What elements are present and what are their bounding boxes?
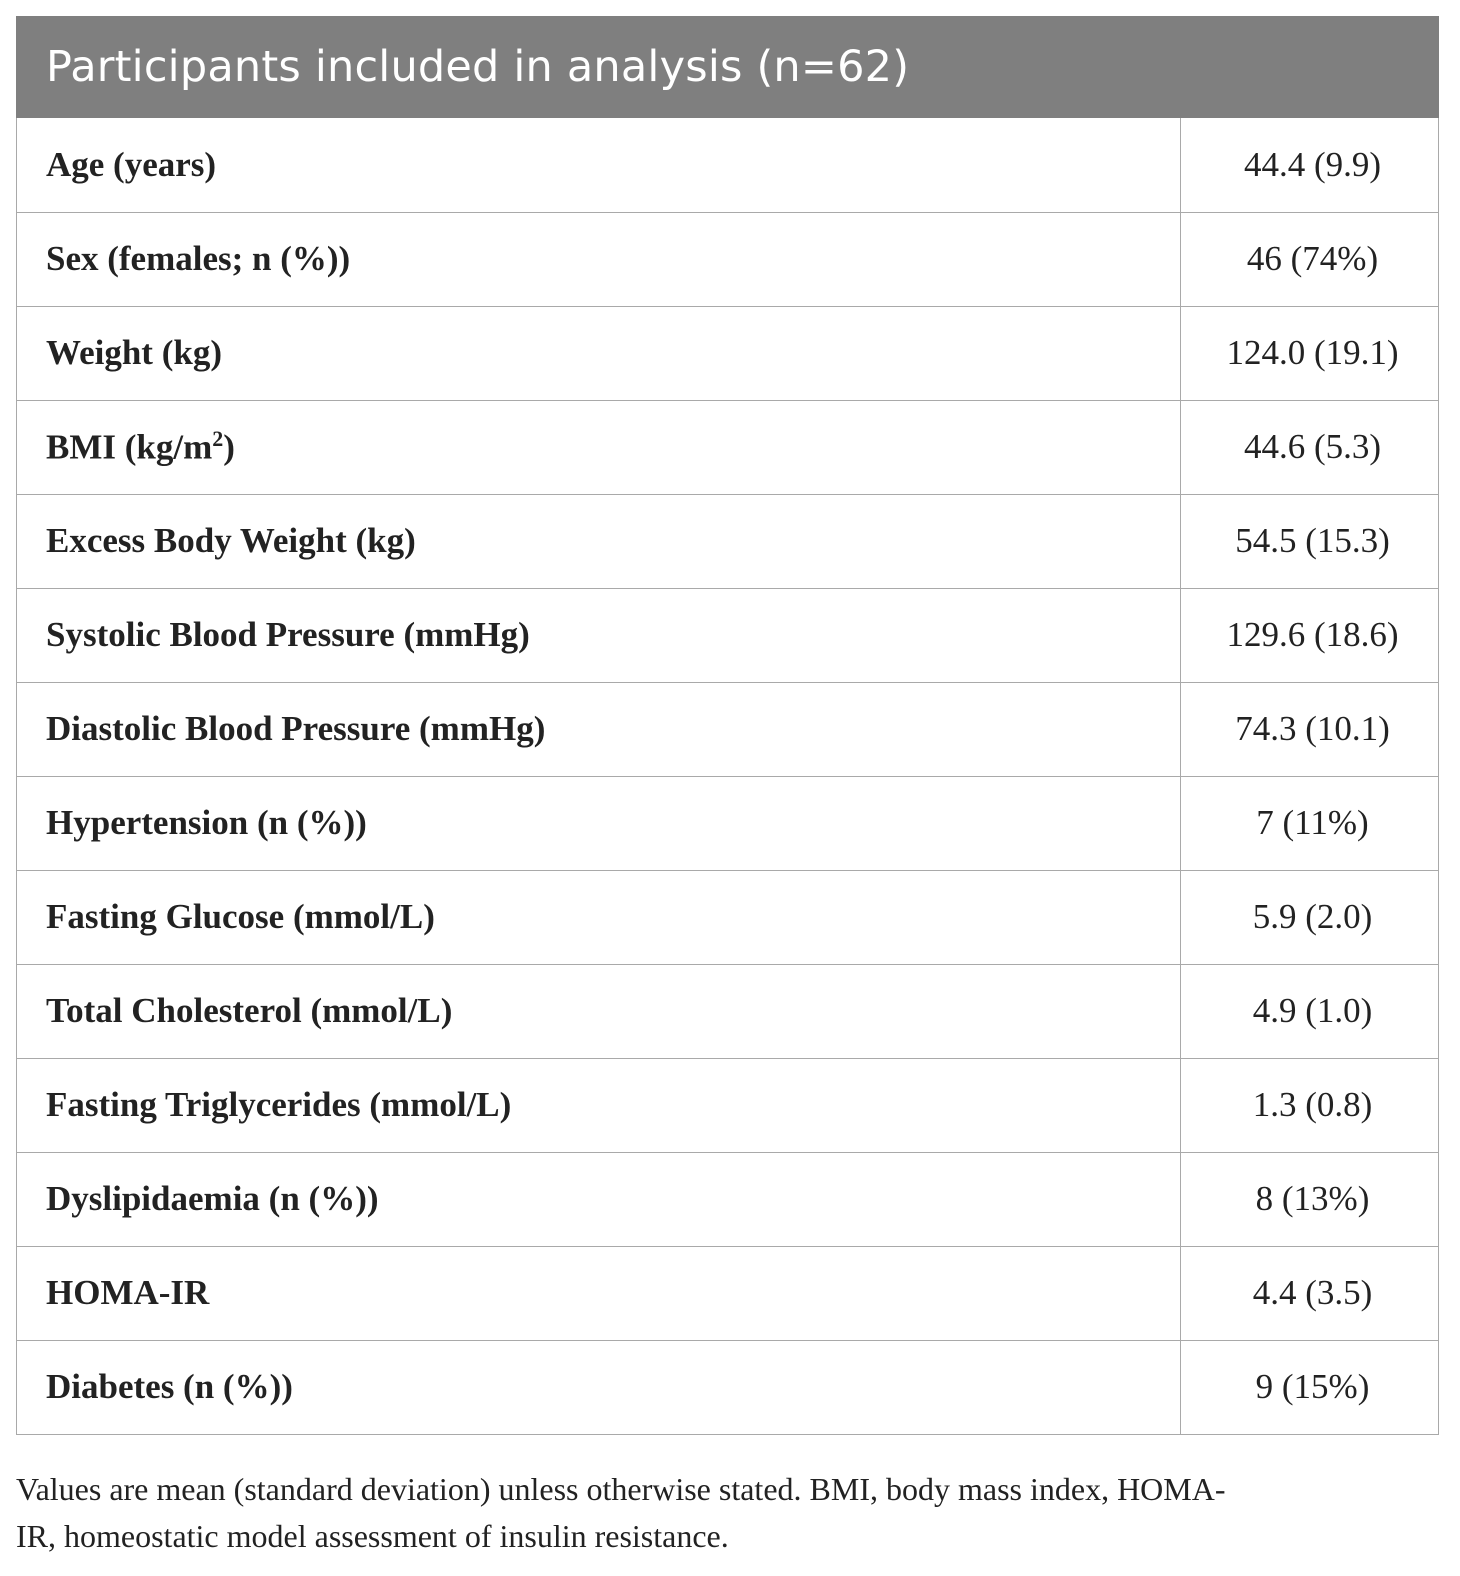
table-row xyxy=(17,1152,1439,1246)
row-label xyxy=(17,400,1181,494)
table-row xyxy=(17,118,1439,212)
table-row xyxy=(17,1340,1439,1434)
row-label: Age (years) xyxy=(17,118,1181,212)
footnote-line: Values are mean (standard deviation) unless otherwise stated. BMI, body mass index, HOMA- xyxy=(16,1471,1226,1507)
table-footnote xyxy=(16,1466,1426,1560)
table-row xyxy=(17,212,1439,306)
table-header xyxy=(16,16,1439,118)
row-value: 7 (11%) xyxy=(1181,776,1439,870)
row-value: 54.5 (15.3) xyxy=(1181,494,1439,588)
row-value: 74.3 (10.1) xyxy=(1181,682,1439,776)
row-value: 46 (74%) xyxy=(1181,212,1439,306)
table-row xyxy=(17,1058,1439,1152)
footnote-line: IR, homeostatic model assessment of insulin resistance. xyxy=(16,1518,729,1554)
row-value: 129.6 (18.6) xyxy=(1181,588,1439,682)
row-value: 4.9 (1.0) xyxy=(1181,964,1439,1058)
row-label: Fasting Triglycerides (mmol/L) xyxy=(17,1058,1181,1152)
table-row xyxy=(17,776,1439,870)
row-value: 9 (15%) xyxy=(1181,1340,1439,1434)
row-label: Weight (kg) xyxy=(17,306,1181,400)
row-label: HOMA-IR xyxy=(17,1246,1181,1340)
row-value: 44.6 (5.3) xyxy=(1181,400,1439,494)
data-table xyxy=(16,118,1439,1435)
row-value: 8 (13%) xyxy=(1181,1152,1439,1246)
row-label: Dyslipidaemia (n (%)) xyxy=(17,1152,1181,1246)
row-label: Excess Body Weight (kg) xyxy=(17,494,1181,588)
table-row xyxy=(17,494,1439,588)
row-label: Total Cholesterol (mmol/L) xyxy=(17,964,1181,1058)
row-value: 44.4 (9.9) xyxy=(1181,118,1439,212)
row-label: Fasting Glucose (mmol/L) xyxy=(17,870,1181,964)
row-label: Systolic Blood Pressure (mmHg) xyxy=(17,588,1181,682)
row-value: 1.3 (0.8) xyxy=(1181,1058,1439,1152)
bmi-label-text: BMI (kg/m xyxy=(46,427,213,467)
table-row xyxy=(17,400,1439,494)
row-label: Sex (females; n (%)) xyxy=(17,212,1181,306)
row-label: Hypertension (n (%)) xyxy=(17,776,1181,870)
table-row xyxy=(17,306,1439,400)
row-label: Diabetes (n (%)) xyxy=(17,1340,1181,1434)
participants-table xyxy=(16,16,1439,1435)
row-label: Diastolic Blood Pressure (mmHg) xyxy=(17,682,1181,776)
table-row xyxy=(17,964,1439,1058)
table-row xyxy=(17,1246,1439,1340)
row-value: 4.4 (3.5) xyxy=(1181,1246,1439,1340)
table-row xyxy=(17,588,1439,682)
table-title: Participants included in analysis (n=62) xyxy=(46,42,910,92)
table-row xyxy=(17,870,1439,964)
row-value: 124.0 (19.1) xyxy=(1181,306,1439,400)
row-value: 5.9 (2.0) xyxy=(1181,870,1439,964)
bmi-label-superscript: 2 xyxy=(212,426,224,452)
bmi-label-suffix: ) xyxy=(223,427,235,467)
table-row xyxy=(17,682,1439,776)
